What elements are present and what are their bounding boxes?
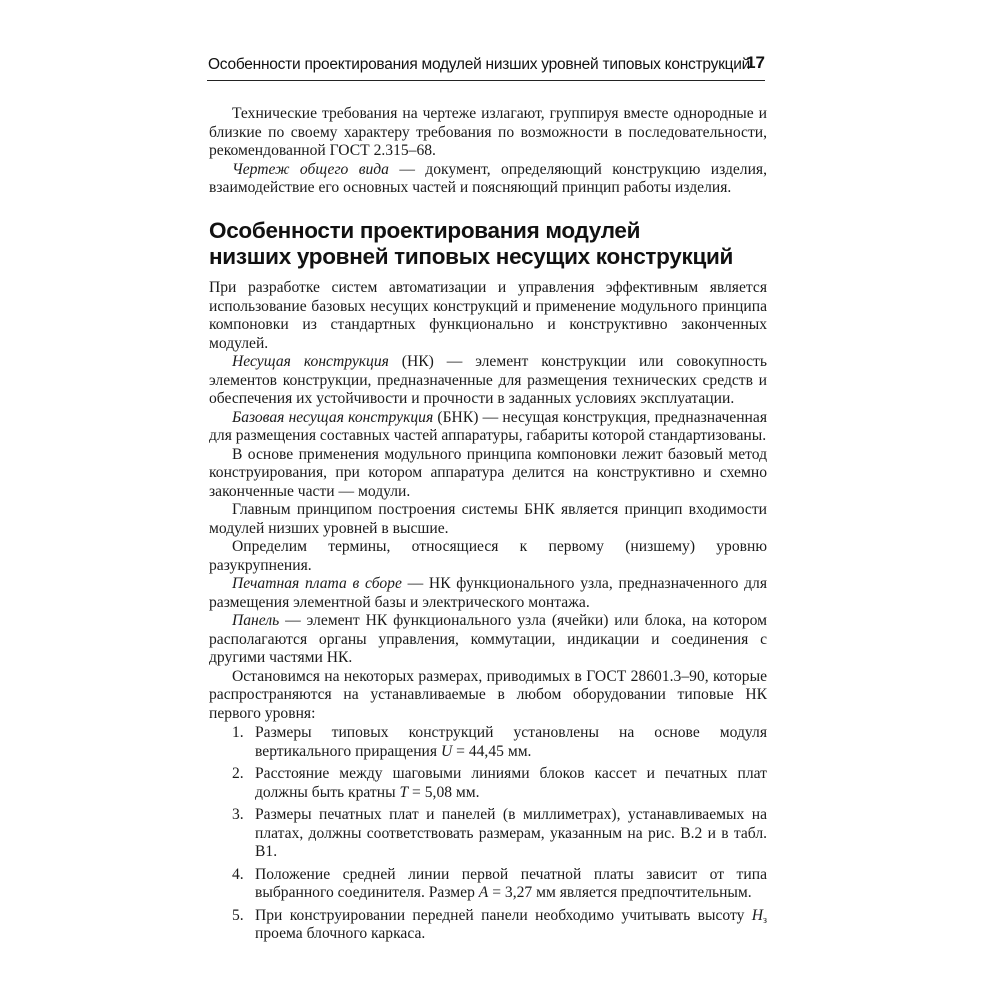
subscript: з: [763, 914, 767, 926]
variable: H: [751, 906, 764, 924]
list-text: Расстояние между шаговыми линиями блоков кассет и печатных плат должны быть кратны: [255, 765, 767, 801]
variable: A: [478, 884, 489, 901]
paragraph: Остановимся на некоторых размерах, приводимых в ГОСТ 28601.3–90, которые распространяются на устанавливаемые в любом оборудовании типовые НК первого уровня:: [209, 667, 767, 722]
page-number: 17: [746, 53, 765, 72]
list-text: проема блочного каркаса.: [255, 925, 426, 942]
paragraph: Технические требования на чертеже излагают, группируя вместе однородные и близкие по своему характеру требования по возможности в последовательности, рекомендованной ГОСТ 2.315–68.: [209, 105, 767, 159]
paragraph: [209, 575, 767, 612]
term: Печатная плата в сборе: [232, 575, 402, 592]
term: Несущая конструкция: [232, 353, 389, 370]
list-text: = 44,45 мм.: [452, 742, 532, 760]
list-item: [209, 866, 767, 903]
term: Панель: [232, 612, 280, 629]
section-body: [209, 279, 767, 948]
list-number: 5.: [232, 906, 244, 924]
definition: (НК) — элемент конструкции или совокупность элементов конструкции, предназначенные для размещения технических средств и обеспечения их устойчивости и прочности в заданных условиях эксплуатации.: [209, 353, 767, 407]
definition: — документ, определяющий конструкцию изделия, взаимодействие его основных частей и поясняющий принцип работы изделия.: [209, 160, 767, 196]
section-heading: [209, 218, 779, 270]
paragraph: При разработке систем автоматизации и управления эффективным является использование базовых несущих конструкций и применение модульного принципа компоновки из стандартных функционально и конструктивно законченных модулей.: [209, 279, 767, 352]
term: Базовая несущая конструкция: [232, 408, 434, 426]
paragraph: [209, 612, 767, 668]
term: Чертеж общего вида: [232, 160, 389, 178]
paragraph: В основе применения модульного принципа компоновки лежит базовый метод конструирования, при котором аппаратура делится на конструктивно и схемно законченные части — модули.: [209, 445, 767, 500]
paragraph: Определим термины, относящиеся к первому (низшему) уровню разукрупнения.: [209, 538, 767, 574]
paragraph: [209, 161, 767, 198]
list-number: 1.: [232, 724, 244, 741]
paragraph: Главным принципом построения системы БНК является принцип входимости модулей низших уровней в высшие.: [209, 501, 767, 537]
running-title: Особенности проектирования модулей низших уровней типовых конструкций: [208, 56, 751, 73]
list-text: Положение средней линии первой печатной платы зависит от типа выбранного соединителя. Размер: [255, 865, 767, 901]
intro-text: [209, 105, 767, 198]
list-text: При конструировании передней панели необходимо учитывать высоту: [255, 906, 752, 924]
paragraph: [209, 409, 767, 446]
variable: T: [399, 783, 409, 801]
list-number: 3.: [232, 806, 244, 823]
list-number: 4.: [232, 865, 244, 883]
definition: (БНК) — несущая конструкция, предназначенная для размещения составных частей аппаратуры, габариты которой стандартизованы.: [209, 408, 767, 444]
list-item: [209, 765, 767, 802]
list-text: Размеры типовых конструкций установлены на основе модуля вертикального приращения: [255, 724, 767, 760]
list-item: [209, 907, 767, 944]
definition: — НК функционального узла, предназначенного для размещения элементной базы и электрического монтажа.: [209, 575, 767, 611]
running-head: [207, 52, 765, 81]
list-number: 2.: [232, 765, 244, 782]
numbered-list: [209, 724, 767, 944]
paragraph: [209, 353, 767, 409]
definition: — элемент НК функционального узла (ячейки) или блока, на котором располагаются органы управления, коммутации, индикации и соединения с другими частями НК.: [209, 612, 767, 666]
section-heading-line: низших уровней типовых несущих конструкций: [209, 244, 734, 269]
list-text: = 3,27 мм является предпочтительным.: [488, 884, 752, 901]
list-text: Размеры печатных плат и панелей (в миллиметрах), устанавливаемых на платах, должны соответствовать размерам, указанным на рис. В.2 и в табл. В1.: [255, 806, 767, 860]
list-item: [209, 806, 767, 862]
list-item: [209, 724, 767, 761]
list-text: = 5,08 мм.: [408, 783, 480, 801]
section-heading-line: Особенности проектирования модулей: [209, 218, 641, 243]
variable: U: [440, 742, 453, 760]
